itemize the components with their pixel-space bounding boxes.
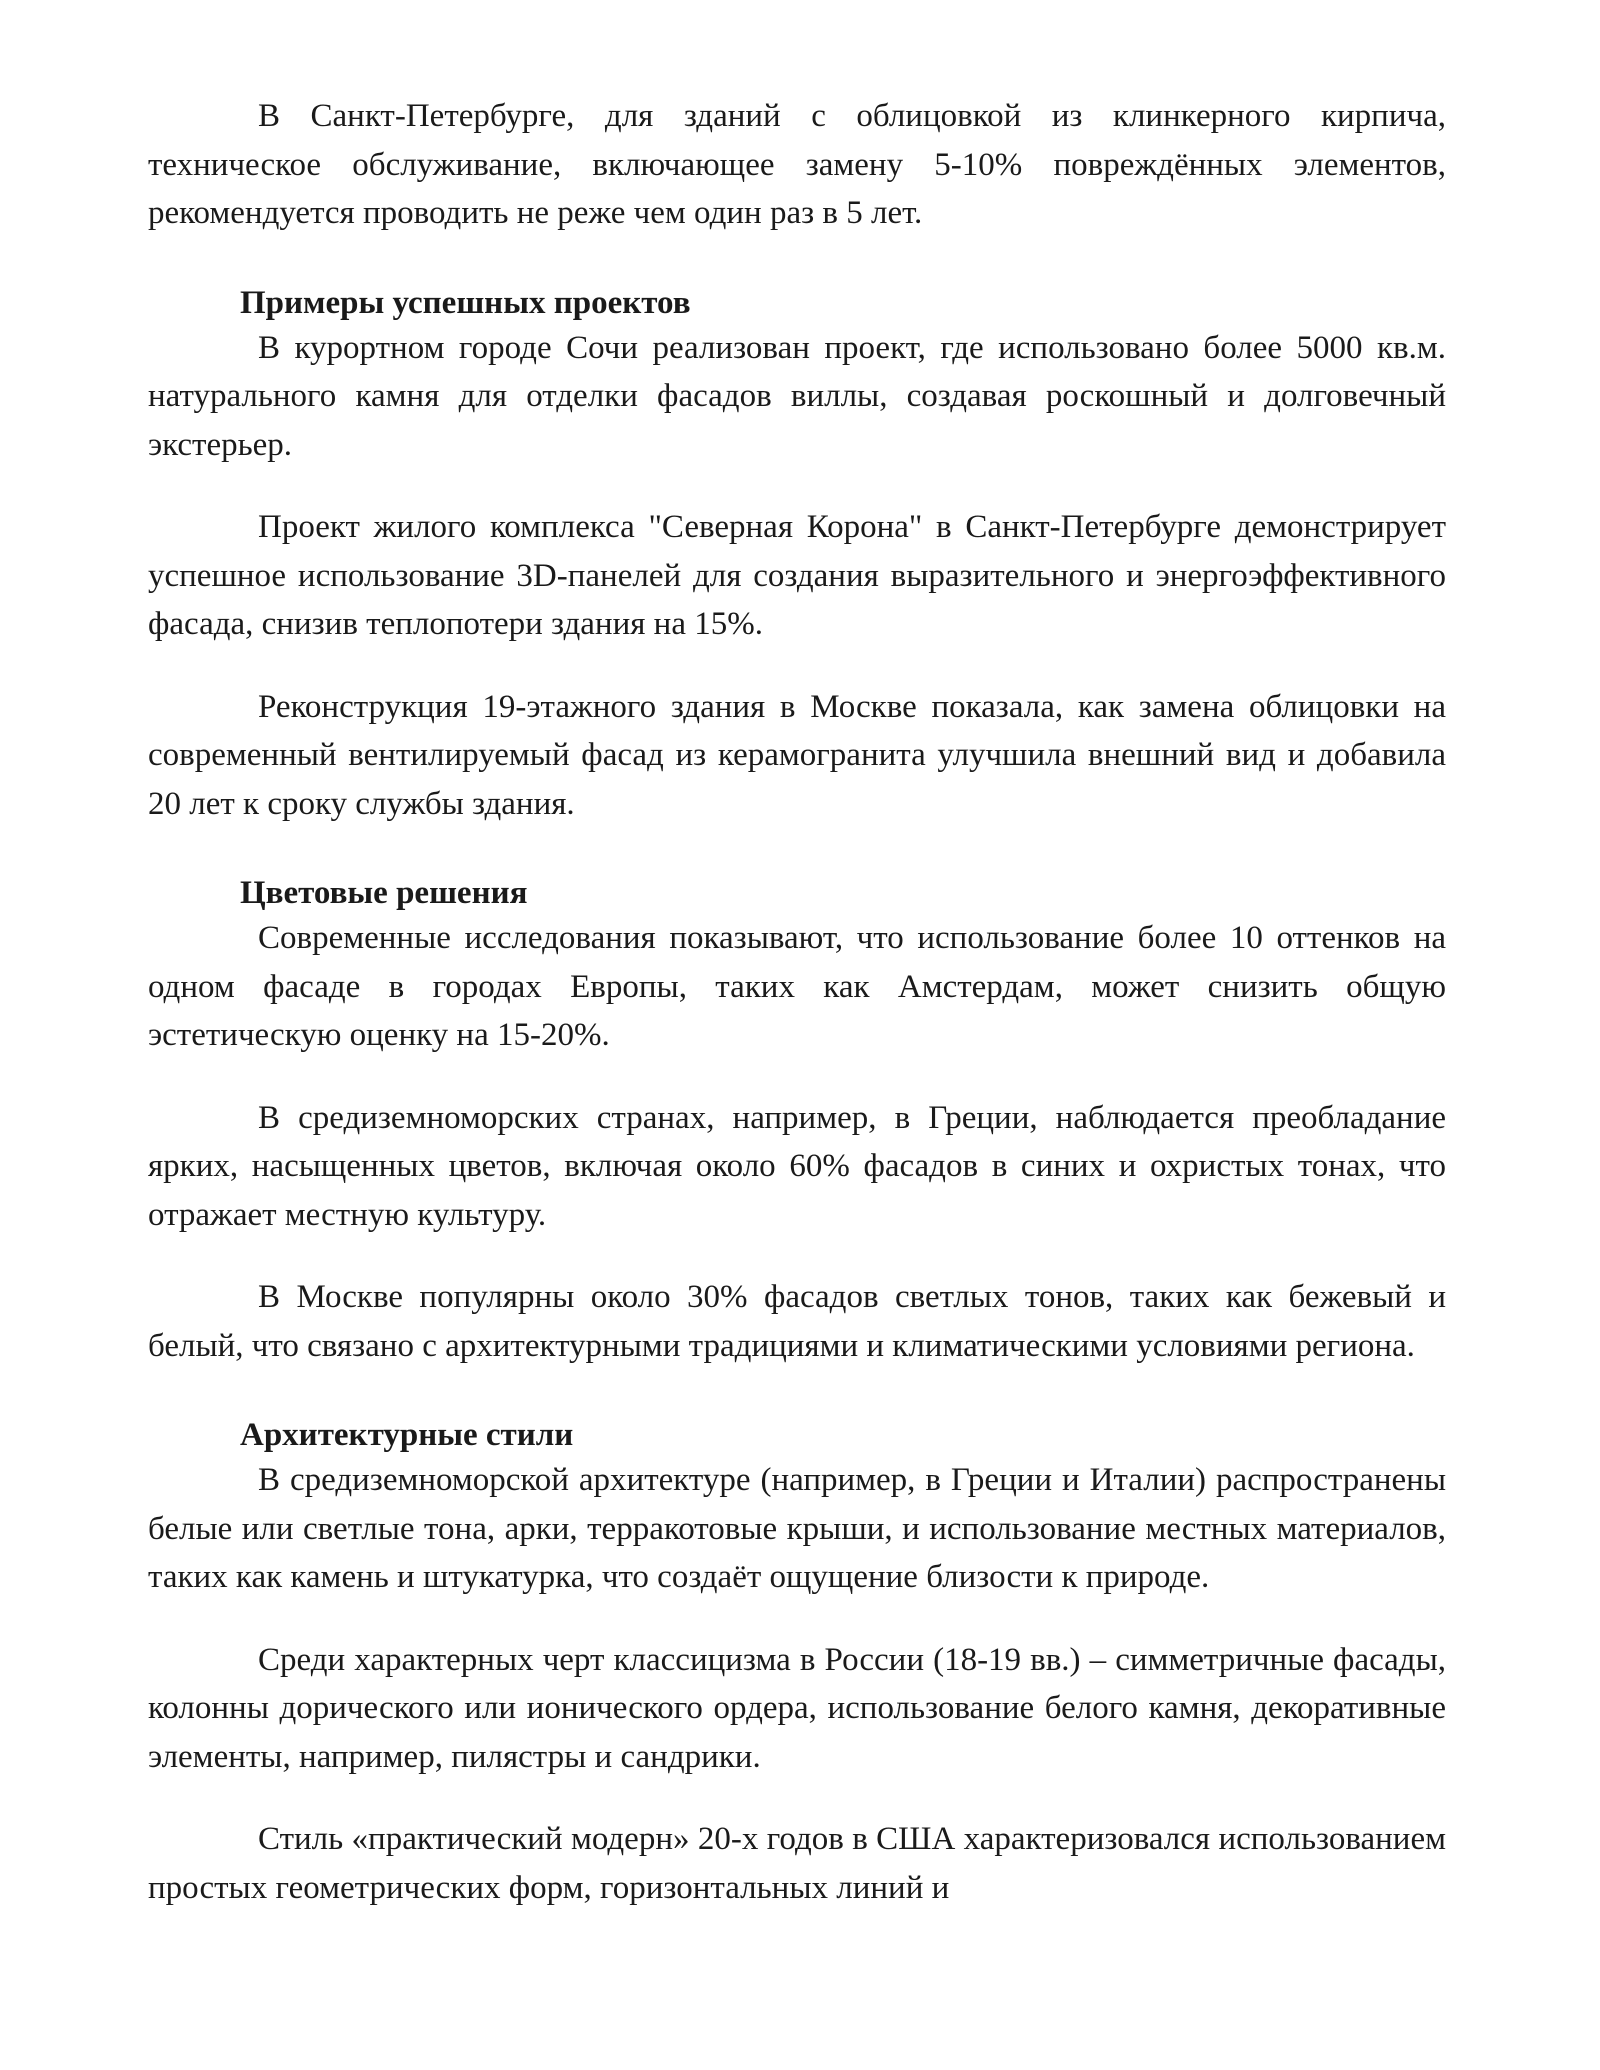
paragraph-moscow-reconstruction: Реконструкция 19-этажного здания в Москве показала, как замена облицовки на современный вентилируемый фасад из керамогранита улучшила внешний вид и добавила 20 лет к сроку службы здания.: [148, 688, 1446, 822]
document-body: [148, 92, 1446, 1912]
paragraph-moscow-colors: В Москве популярны около 30% фасадов светлых тонов, таких как бежевый и белый, что связано с архитектурными традициями и климатическими условиями региона.: [148, 1279, 1446, 1364]
paragraph-mediterranean-architecture: В средиземноморской архитектуре (например, в Греции и Италии) распространены белые или светлые тона, арки, терракотовые крыши, и использование местных материалов, таких как камень и штукатурка, что создаёт ощущение близости к природе.: [148, 1462, 1446, 1595]
paragraph-europe-shades: Современные исследования показывают, что использование более 10 оттенков на одном фасаде в городах Европы, таких как Амстердам, может снизить общую эстетическую оценку на 15-20%.: [148, 920, 1446, 1053]
paragraph-clip: [148, 1815, 1446, 1912]
paragraph-practical-modern: Стиль «практический модерн» 20-х годов в США характеризовался использованием простых геометрических форм, горизонтальных линий и: [148, 1821, 1446, 1906]
section-heading-styles: Архитектурные стили: [240, 1417, 574, 1453]
paragraph-maintenance: В Санкт-Петербурге, для зданий с облицовкой из клинкерного кирпича, техническое обслуживание, включающее замену 5-10% повреждённых элементов, рекомендуется проводить не реже чем один раз в 5 лет.: [148, 98, 1446, 231]
paragraph-mediterranean-colors: В средиземноморских странах, например, в Греции, наблюдается преобладание ярких, насыщенных цветов, включая около 60% фасадов в синих и охристых тонах, что отражает местную культуру.: [148, 1099, 1446, 1233]
section-heading-projects: Примеры успешных проектов: [240, 284, 691, 321]
paragraph-sochi: В курортном городе Сочи реализован проект, где использовано более 5000 кв.м. натурального камня для отделки фасадов виллы, создавая роскошный и долговечный экстерьер.: [148, 329, 1446, 463]
section-heading-colors: Цветовые решения: [240, 875, 528, 911]
paragraph-russian-classicism: Среди характерных черт классицизма в России (18-19 вв.) – симметричные фасады, колонны дорического или ионического ордера, использование белого камня, декоративные элементы, например, пилястры и сандрики.: [148, 1641, 1446, 1775]
paragraph-severnaya-korona: Проект жилого комплекса "Северная Корона" в Санкт-Петербурге демонстрирует успешное использование 3D-панелей для создания выразительного и энергоэффективного фасада, снизив теплопотери здания на 15%.: [148, 509, 1446, 642]
